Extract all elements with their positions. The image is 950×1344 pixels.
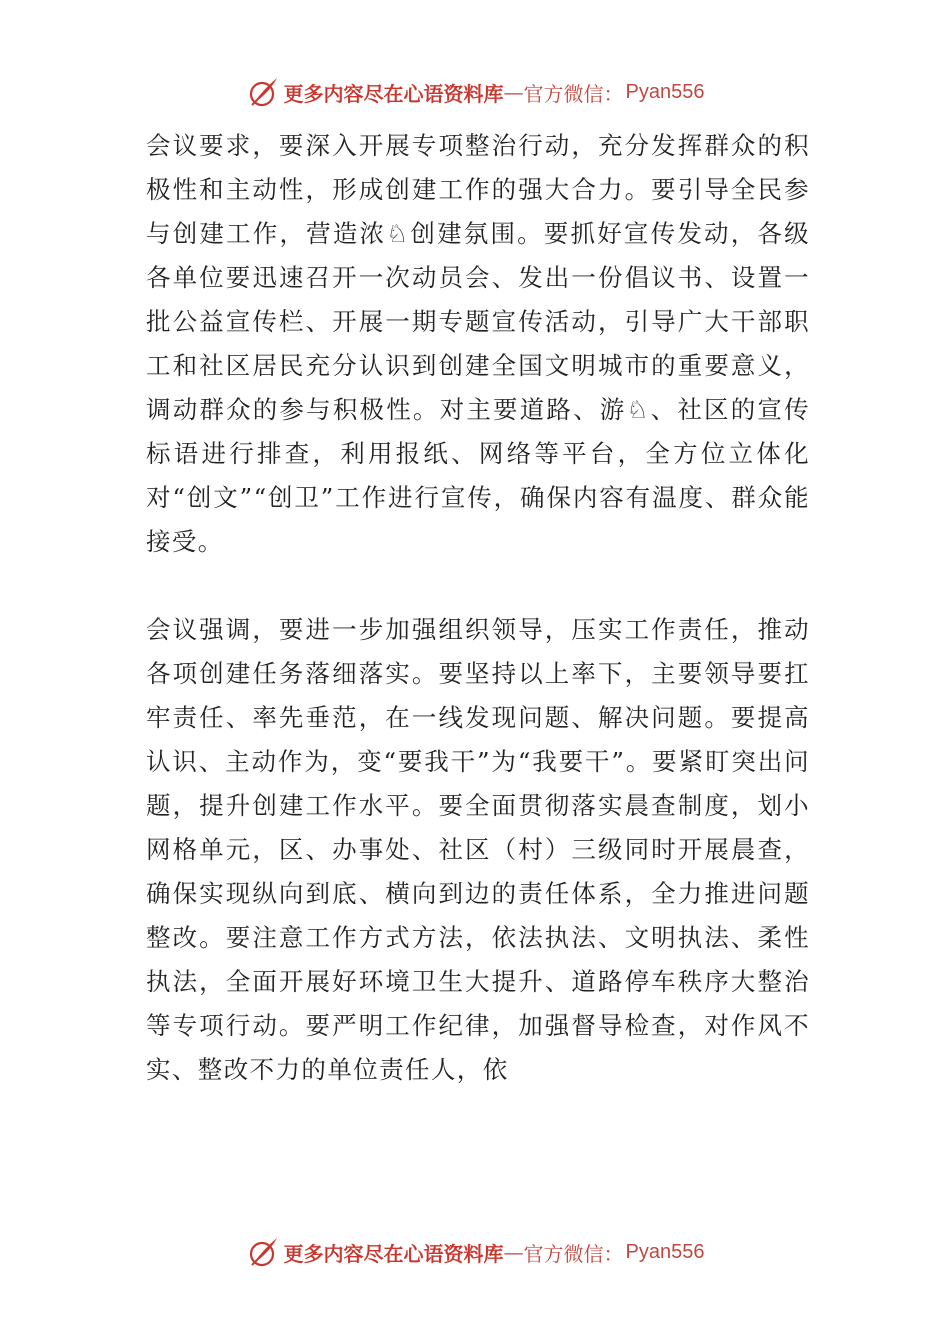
banner-separator: — <box>503 1240 524 1264</box>
paragraph-1: 会议要求，要深入开展专项整治行动，充分发挥群众的积极性和主动性，形成创建工作的强大合力。要引导全民参与创建工作，营造浓♘创建氛围。要抓好宣传发动，各级各单位要迅速召开一次动员会、发出一份倡议书、设置一批公益宣传栏、开展一期专题宣传活动，引导广大干部职工和社区居民充分认识到创建全国文明城市的重要意义，调动群众的参与积极性。对主要道路、游♘、社区的宣传标语进行排查，利用报纸、网络等平台，全方位立体化对“创文”“创卫”工作进行宣传，确保内容有温度、群众能接受。 <box>146 131 810 556</box>
banner-brand-text: 更多内容尽在心语资料库 <box>283 1241 504 1266</box>
banner-wechat-label: 官方微信： <box>523 81 624 106</box>
banner-separator: — <box>503 80 524 104</box>
quill-logo-icon <box>246 1235 280 1269</box>
quill-logo-icon <box>246 75 280 109</box>
banner-brand-text: 更多内容尽在心语资料库 <box>283 81 504 106</box>
banner-wechat-id: Pyan556 <box>625 80 705 103</box>
document-body <box>146 124 810 1092</box>
footer-banner <box>0 1232 950 1272</box>
paragraph-2: 会议强调，要进一步加强组织领导，压实工作责任，推动各项创建任务落细落实。要坚持以上率下，主要领导要扛牢责任、率先垂范，在一线发现问题、解决问题。要提高认识、主动作为，变“要我干”为“我要干”。要紧盯突出问题，提升创建工作水平。要全面贯彻落实晨查制度，划小网格单元，区、办事处、社区（村）三级同时开展晨查，确保实现纵向到底、横向到边的责任体系，全力推进问题整改。要注意工作方式方法，依法执法、文明执法、柔性执法，全面开展好环境卫生大提升、道路停车秩序大整治等专项行动。要严明工作纪律，加强督导检查，对作风不实、整改不力的单位责任人，依 <box>146 615 810 1084</box>
header-banner <box>0 72 950 112</box>
banner-wechat-id: Pyan556 <box>625 1240 705 1263</box>
banner-wechat-label: 官方微信： <box>523 1241 624 1266</box>
